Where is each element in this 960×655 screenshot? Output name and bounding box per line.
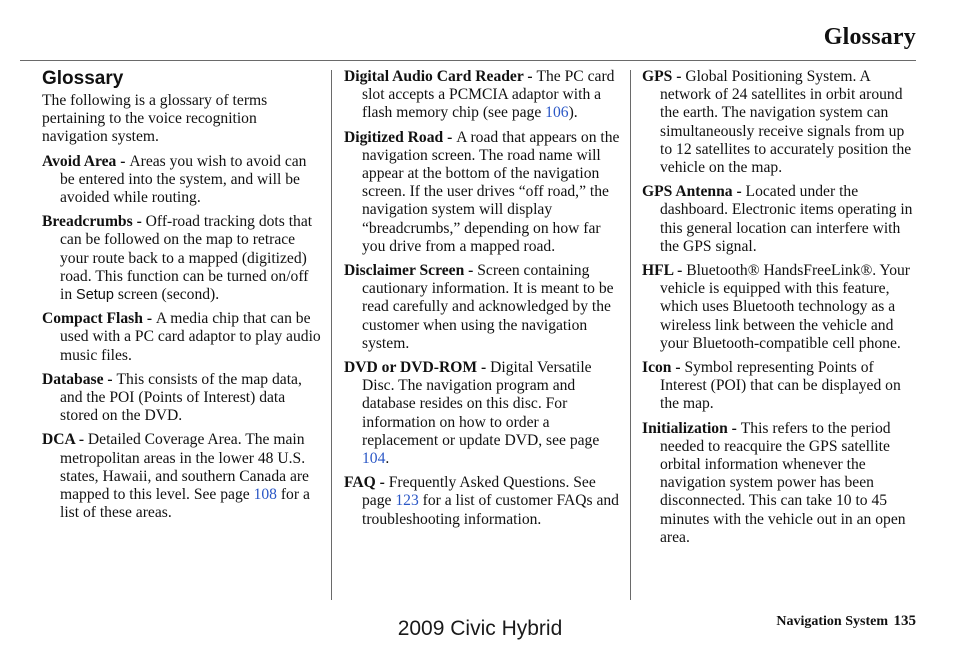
watermark-text: 2009 Civic Hybrid [397, 617, 563, 640]
entry-definition: A media chip that can be used with a PC card adaptor to play audio music files. [60, 310, 321, 364]
entry-term: DCA - [42, 431, 88, 449]
glossary-entry-breadcrumbs [42, 213, 324, 304]
glossary-entry-icon [642, 359, 920, 414]
entry-definition: Off-road tracking dots that can be followed on the map to retrace your route back to a mapped (digitized) road. This function can be turned on/off in [60, 213, 313, 304]
entry-definition: Detailed Coverage Area. The main metropolitan areas in the lower 48 U.S. states, Hawaii, and southern Canada are mapped to this level. See page [60, 431, 309, 504]
column-middle [344, 68, 620, 535]
entry-term: HFL - [642, 262, 687, 280]
entry-term: DVD or DVD-ROM - [344, 359, 491, 377]
column-right [642, 68, 920, 553]
glossary-entry-dca [42, 431, 324, 522]
entry-term: GPS - [642, 68, 686, 85]
page-header-title: Glossary [823, 24, 916, 50]
footer-label: Navigation System [776, 614, 888, 629]
entry-definition: Frequently Asked Questions. See page [362, 474, 596, 510]
entry-term: GPS Antenna - [642, 183, 746, 201]
entry-term: Icon - [642, 359, 685, 377]
entry-term: Breadcrumbs - [42, 213, 146, 231]
page-link-104[interactable]: 104 [362, 450, 386, 468]
entry-term: Digital Audio Card Reader - [344, 68, 537, 85]
glossary-entry-avoid-area [42, 153, 324, 208]
entry-term: FAQ - [344, 474, 389, 492]
page-number: 135 [893, 613, 916, 629]
section-intro: The following is a glossary of terms pertaining to the voice recognition navigation system. [42, 92, 268, 146]
section-title: Glossary [42, 68, 124, 89]
glossary-entry-database [42, 371, 324, 426]
entry-term: Disclaimer Screen - [344, 262, 478, 280]
glossary-entry-hfl [642, 262, 920, 353]
entry-definition: This consists of the map data, and the POI (Points of Interest) data stored on the DVD. [60, 370, 302, 425]
entry-term: Digitized Road - [344, 128, 457, 146]
entry-definition: Bluetooth® HandsFreeLink®. Your vehicle is equipped with this feature, which uses Bluetooth technology as a wireless link between the vehicle and your Bluetooth-compatible cell phone. [660, 262, 910, 352]
entry-term: Database - [42, 370, 117, 388]
entry-definition: A road that appears on the navigation screen. The road name will appear at the bottom of the navigation screen. If the user drives “off road,” the navigation system will display “breadcrumbs,” depending on how far you drive from a mapped road. [362, 128, 620, 255]
entry-definition: Located under the dashboard. Electronic items operating in this general location can interfere with the GPS signal. [660, 183, 913, 255]
glossary-entry-digital-audio-card-reader [344, 68, 620, 123]
glossary-entry-faq [344, 474, 620, 529]
entry-term: Compact Flash - [42, 310, 156, 328]
entry-definition: This refers to the period needed to reacquire the GPS satellite orbital information whenever the navigation system power has been disconnected. This can take 10 to 45 minutes with the vehicle out in an open area. [660, 419, 906, 546]
glossary-entry-digitized-road [344, 129, 620, 256]
glossary-entry-disclaimer-screen [344, 262, 620, 353]
entry-definition: Symbol representing Points of Interest (POI) that can be displayed on the map. [660, 359, 901, 413]
column-divider-1 [331, 70, 332, 600]
entry-definition-cont: . [385, 450, 390, 468]
entry-definition: Digital Versatile Disc. The navigation program and database resides on this disc. For information on how to order a replacement or update DVD, see page [362, 359, 600, 449]
glossary-entry-dvd [344, 359, 620, 468]
glossary-entry-initialization [642, 420, 920, 547]
column-divider-2 [630, 70, 631, 600]
page-link-108[interactable]: 108 [253, 486, 277, 504]
entry-definition: Screen containing cautionary information. It is meant to be read carefully and acknowledged by the customer when using the navigation system. [362, 262, 614, 352]
entry-definition: The PC card slot accepts a PCMCIA adaptor with a flash memory chip (see page [362, 68, 615, 122]
entry-term: Initialization - [642, 419, 741, 437]
glossary-entry-compact-flash [42, 310, 324, 365]
page-link-106[interactable]: 106 [545, 104, 569, 122]
entry-definition-cont: ). [568, 104, 578, 122]
header-rule [20, 60, 916, 61]
entry-definition: Areas you wish to avoid can be entered into the system, and will be avoided while routing. [60, 152, 307, 207]
entry-definition: Global Positioning System. A network of 24 satellites in orbit around the earth. The navigation system can simultaneously receive signals from up to 12 satellites to accurately position the vehicle on the map. [660, 68, 912, 177]
glossary-entry-gps-antenna [642, 183, 920, 256]
entry-definition-cont: screen (second). [113, 286, 220, 304]
entry-term: Avoid Area - [42, 152, 130, 170]
glossary-entry-gps [642, 68, 920, 177]
column-left [42, 68, 324, 528]
page-link-123[interactable]: 123 [395, 492, 419, 510]
entry-definition-cont: for a list of these areas. [60, 486, 310, 522]
entry-definition-cont: for a list of customer FAQs and troubleshooting information. [362, 492, 619, 528]
setup-keyword: Setup [76, 287, 114, 304]
